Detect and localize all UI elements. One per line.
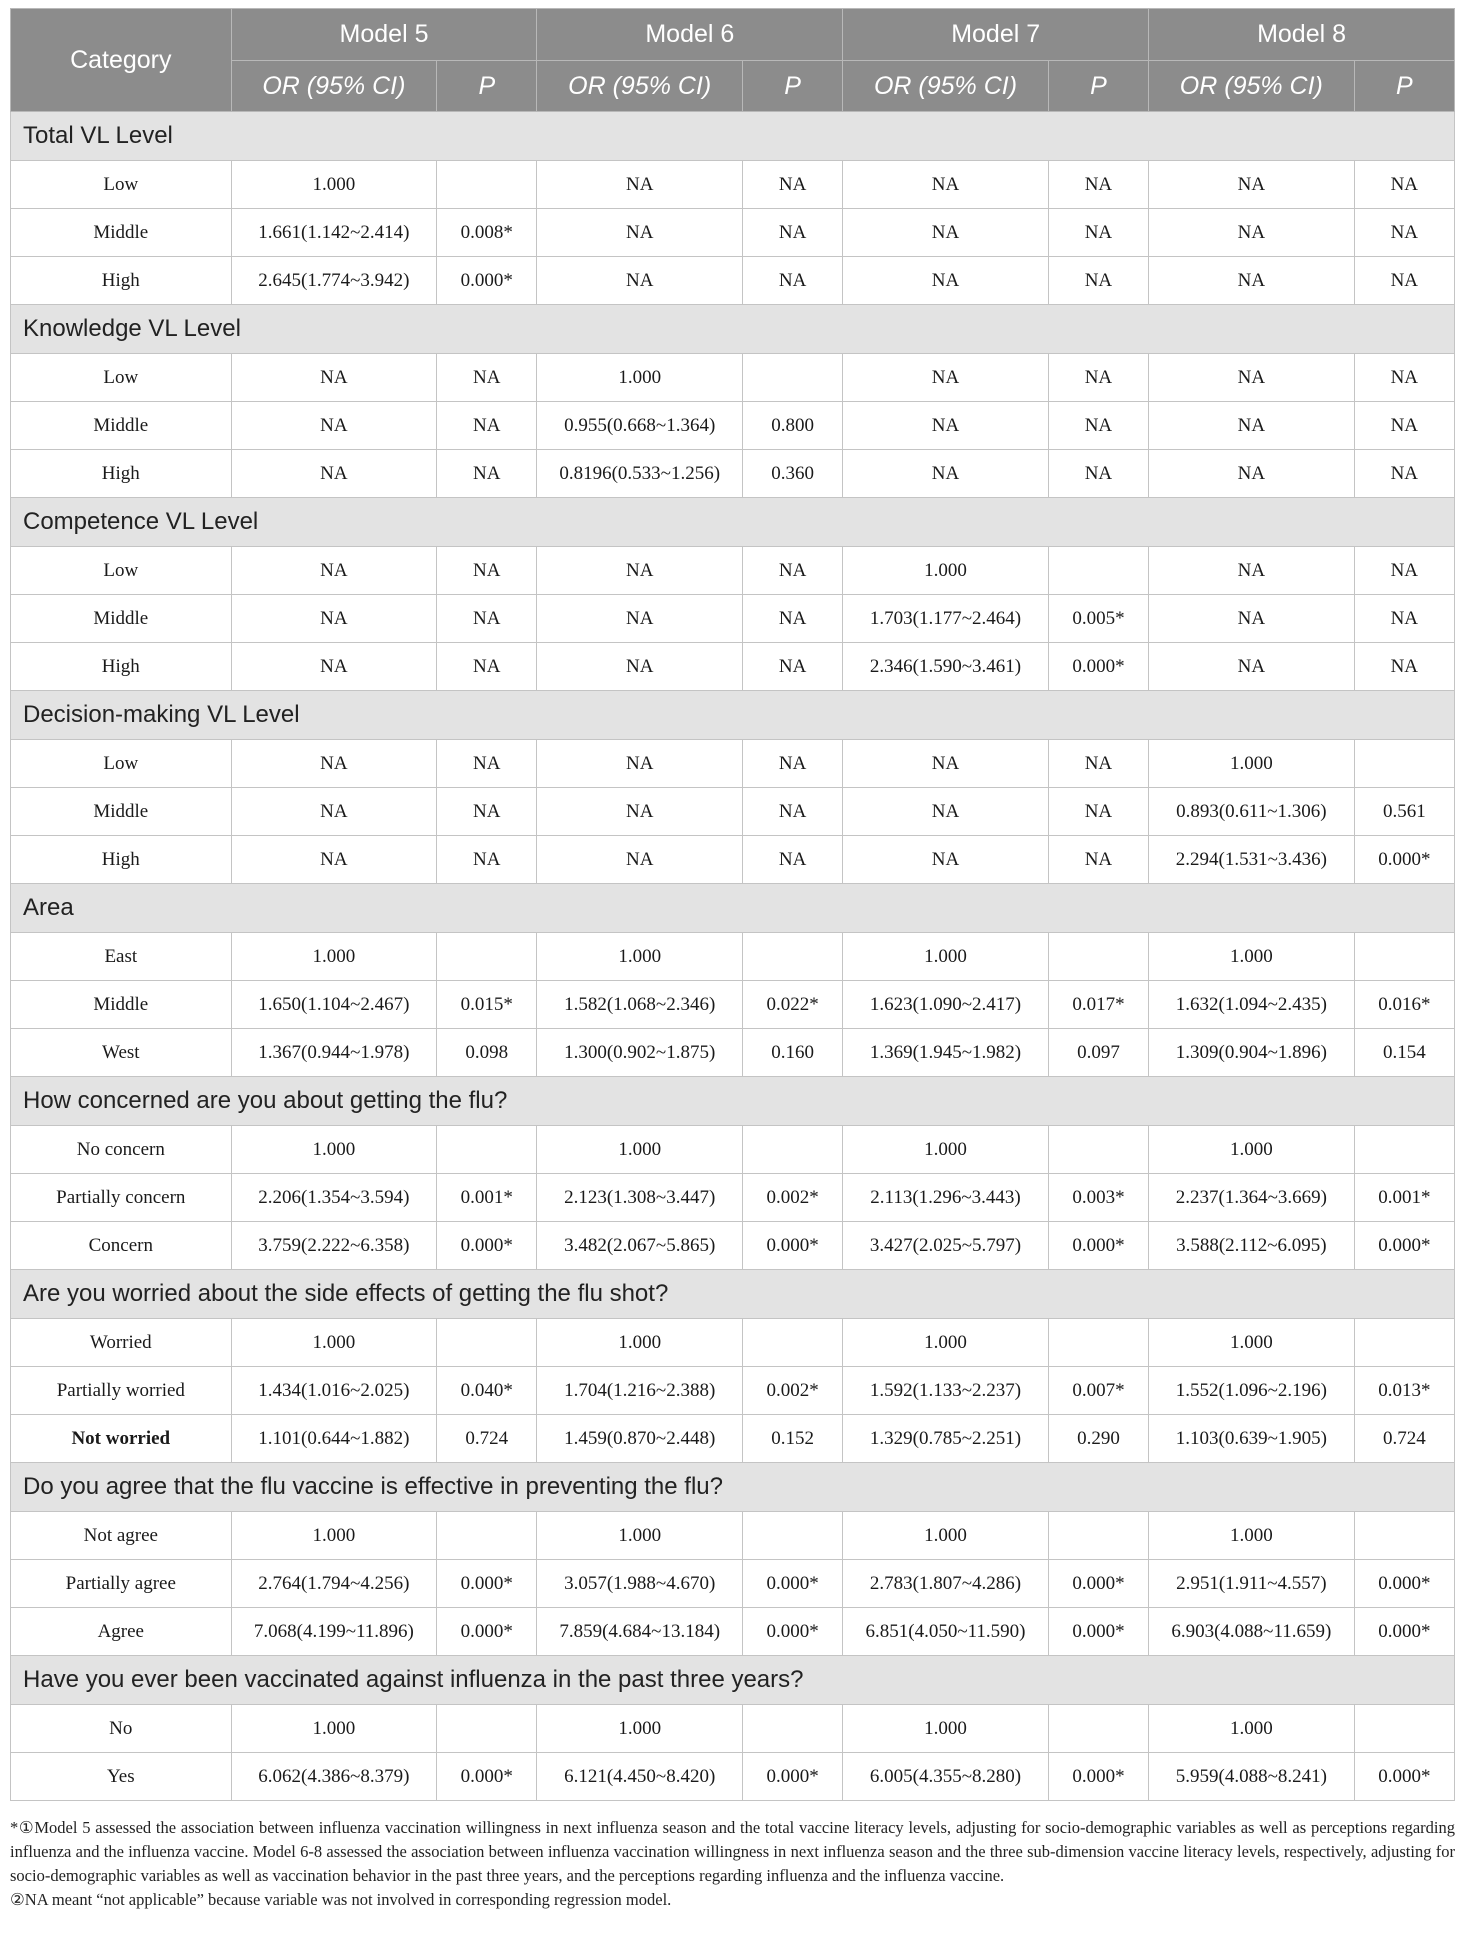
section-title: Have you ever been vaccinated against influenza in the past three years? — [11, 1656, 1455, 1705]
p-value-cell: NA — [1048, 450, 1148, 498]
results-table-container — [10, 8, 1455, 1801]
p-value-cell: 0.290 — [1048, 1415, 1148, 1463]
or-ci-cell: 1.000 — [537, 1512, 743, 1560]
or-ci-cell: 1.552(1.096~2.196) — [1149, 1367, 1355, 1415]
p-value-cell — [1048, 1512, 1148, 1560]
or-ci-cell: NA — [537, 595, 743, 643]
row-label: Partially concern — [11, 1174, 232, 1222]
row-label: Middle — [11, 788, 232, 836]
p-header: P — [1048, 61, 1148, 112]
p-value-cell: 0.000* — [1048, 1560, 1148, 1608]
or-ci-cell: 1.000 — [231, 1126, 437, 1174]
section-row — [11, 1463, 1455, 1512]
or-ci-cell: 2.346(1.590~3.461) — [843, 643, 1049, 691]
table-row — [11, 1126, 1455, 1174]
row-label: Partially agree — [11, 1560, 232, 1608]
model-8-header: Model 8 — [1149, 9, 1455, 61]
row-label: High — [11, 836, 232, 884]
or-ci-cell: 2.294(1.531~3.436) — [1149, 836, 1355, 884]
p-value-cell: 0.160 — [742, 1029, 842, 1077]
p-value-cell: 0.000* — [742, 1222, 842, 1270]
p-value-cell: 0.013* — [1354, 1367, 1454, 1415]
or-ci-cell: 7.068(4.199~11.896) — [231, 1608, 437, 1656]
or-ci-cell: NA — [231, 740, 437, 788]
footnote-1: *①Model 5 assessed the association between influenza vaccination willingness in next influenza season and the total vaccine literacy levels, adjusting for socio-demographic variables as well as perceptions regarding influenza and the influenza vaccine. Model 6-8 assessed the association between influenza vaccination willingness in next influenza season and the three sub-dimension vaccine literacy levels, respectively, adjusting for socio-demographic variables as well as vaccination behavior in the past three years, and the perceptions regarding influenza and the influenza vaccine. — [10, 1818, 1455, 1885]
table-row — [11, 1367, 1455, 1415]
p-value-cell: 0.154 — [1354, 1029, 1454, 1077]
or-ci-cell: NA — [537, 547, 743, 595]
section-title: Knowledge VL Level — [11, 305, 1455, 354]
p-value-cell: NA — [1354, 595, 1454, 643]
p-header: P — [742, 61, 842, 112]
row-label: Low — [11, 354, 232, 402]
p-value-cell: 0.000* — [437, 1753, 537, 1801]
table-row — [11, 1705, 1455, 1753]
p-value-cell: NA — [437, 450, 537, 498]
or-ci-cell: NA — [231, 547, 437, 595]
p-value-cell: 0.000* — [1048, 1222, 1148, 1270]
p-value-cell: 0.000* — [437, 1222, 537, 1270]
p-header: P — [1354, 61, 1454, 112]
p-value-cell: 0.724 — [1354, 1415, 1454, 1463]
section-row — [11, 1270, 1455, 1319]
or-ci-cell: NA — [231, 595, 437, 643]
row-label: Not worried — [11, 1415, 232, 1463]
or-ci-cell: NA — [843, 836, 1049, 884]
or-ci-cell: 1.000 — [537, 354, 743, 402]
section-row — [11, 884, 1455, 933]
or-ci-cell: NA — [1149, 161, 1355, 209]
p-value-cell: NA — [1048, 209, 1148, 257]
or-ci-cell: 1.592(1.133~2.237) — [843, 1367, 1049, 1415]
p-value-cell: 0.008* — [437, 209, 537, 257]
or-ci-cell: 1.000 — [231, 1512, 437, 1560]
p-value-cell — [742, 933, 842, 981]
table-row — [11, 788, 1455, 836]
p-value-cell: NA — [1354, 402, 1454, 450]
table-footnotes — [10, 1816, 1455, 1912]
p-value-cell — [1354, 1126, 1454, 1174]
or-ci-cell: 3.482(2.067~5.865) — [537, 1222, 743, 1270]
or-ci-cell: 1.000 — [1149, 1126, 1355, 1174]
section-title: Area — [11, 884, 1455, 933]
or-ci-cell: NA — [537, 257, 743, 305]
or-ci-cell: 1.000 — [231, 1705, 437, 1753]
or-ci-cell: 1.000 — [231, 161, 437, 209]
p-value-cell: NA — [437, 740, 537, 788]
table-row — [11, 1029, 1455, 1077]
or-ci-cell: NA — [537, 161, 743, 209]
or-ci-cell: 1.459(0.870~2.448) — [537, 1415, 743, 1463]
section-row — [11, 112, 1455, 161]
section-title: How concerned are you about getting the flu? — [11, 1077, 1455, 1126]
or-ci-cell: NA — [1149, 450, 1355, 498]
p-value-cell: NA — [437, 643, 537, 691]
table-row — [11, 981, 1455, 1029]
p-value-cell — [437, 1126, 537, 1174]
p-value-cell: NA — [1048, 402, 1148, 450]
or-ci-cell: 1.704(1.216~2.388) — [537, 1367, 743, 1415]
p-value-cell: NA — [1048, 161, 1148, 209]
p-value-cell: 0.000* — [1354, 1222, 1454, 1270]
or-ci-cell: 2.206(1.354~3.594) — [231, 1174, 437, 1222]
row-label: Partially worried — [11, 1367, 232, 1415]
or-ci-cell: 1.367(0.944~1.978) — [231, 1029, 437, 1077]
or-ci-cell: 2.237(1.364~3.669) — [1149, 1174, 1355, 1222]
or-ci-cell: NA — [231, 402, 437, 450]
or-ci-cell: 1.000 — [843, 1705, 1049, 1753]
or-ci-cell: 7.859(4.684~13.184) — [537, 1608, 743, 1656]
p-value-cell: 0.000* — [437, 257, 537, 305]
table-row — [11, 450, 1455, 498]
p-value-cell: 0.724 — [437, 1415, 537, 1463]
p-value-cell: NA — [437, 788, 537, 836]
or-ci-cell: NA — [537, 209, 743, 257]
or-ci-cell: 0.955(0.668~1.364) — [537, 402, 743, 450]
or-ci-cell: NA — [1149, 595, 1355, 643]
or-ci-cell: NA — [537, 836, 743, 884]
p-value-cell — [1354, 933, 1454, 981]
row-label: Middle — [11, 595, 232, 643]
or-ci-cell: 1.369(1.945~1.982) — [843, 1029, 1049, 1077]
table-row — [11, 1753, 1455, 1801]
p-value-cell — [742, 1705, 842, 1753]
or-ci-cell: NA — [843, 354, 1049, 402]
p-value-cell: 0.022* — [742, 981, 842, 1029]
or-ci-cell: 1.000 — [1149, 740, 1355, 788]
p-value-cell: 0.360 — [742, 450, 842, 498]
or-ci-cell: NA — [537, 643, 743, 691]
or-ci-cell: 6.851(4.050~11.590) — [843, 1608, 1049, 1656]
p-value-cell: NA — [437, 402, 537, 450]
or-ci-cell: 2.645(1.774~3.942) — [231, 257, 437, 305]
or-ci-header: OR (95% CI) — [537, 61, 743, 112]
table-row — [11, 161, 1455, 209]
table-row — [11, 1415, 1455, 1463]
or-ci-cell: 1.000 — [843, 547, 1049, 595]
or-ci-cell: 0.8196(0.533~1.256) — [537, 450, 743, 498]
or-ci-cell: NA — [231, 643, 437, 691]
p-value-cell: NA — [1354, 209, 1454, 257]
p-value-cell — [1354, 1705, 1454, 1753]
or-ci-cell: NA — [231, 836, 437, 884]
or-ci-cell: 1.632(1.094~2.435) — [1149, 981, 1355, 1029]
row-label: Low — [11, 740, 232, 788]
p-value-cell: NA — [437, 836, 537, 884]
row-label: Low — [11, 161, 232, 209]
or-ci-cell: 2.783(1.807~4.286) — [843, 1560, 1049, 1608]
or-ci-cell: NA — [231, 450, 437, 498]
or-ci-cell: NA — [1149, 257, 1355, 305]
or-ci-cell: NA — [843, 161, 1049, 209]
p-value-cell — [437, 1319, 537, 1367]
or-ci-cell: NA — [843, 788, 1049, 836]
p-value-cell — [437, 1705, 537, 1753]
p-value-cell: 0.000* — [1048, 643, 1148, 691]
or-ci-cell: NA — [1149, 402, 1355, 450]
table-row — [11, 209, 1455, 257]
row-label: Worried — [11, 1319, 232, 1367]
category-header: Category — [11, 9, 232, 112]
or-ci-cell: 3.057(1.988~4.670) — [537, 1560, 743, 1608]
p-value-cell: NA — [1048, 740, 1148, 788]
table-row — [11, 1560, 1455, 1608]
or-ci-cell: 1.103(0.639~1.905) — [1149, 1415, 1355, 1463]
table-body — [11, 112, 1455, 1801]
table-row — [11, 1512, 1455, 1560]
or-ci-cell: NA — [231, 788, 437, 836]
or-ci-cell: NA — [231, 354, 437, 402]
or-ci-cell: NA — [1149, 547, 1355, 595]
row-label: East — [11, 933, 232, 981]
p-value-cell: 0.001* — [437, 1174, 537, 1222]
or-ci-cell: 2.113(1.296~3.443) — [843, 1174, 1049, 1222]
model-6-header: Model 6 — [537, 9, 843, 61]
section-row — [11, 305, 1455, 354]
or-ci-cell: 1.000 — [537, 933, 743, 981]
or-ci-cell: NA — [843, 257, 1049, 305]
or-ci-cell: 2.764(1.794~4.256) — [231, 1560, 437, 1608]
row-label: Concern — [11, 1222, 232, 1270]
section-title: Are you worried about the side effects of getting the flu shot? — [11, 1270, 1455, 1319]
row-label: Middle — [11, 209, 232, 257]
p-header: P — [437, 61, 537, 112]
p-value-cell: NA — [437, 547, 537, 595]
row-label: Low — [11, 547, 232, 595]
or-ci-cell: 3.588(2.112~6.095) — [1149, 1222, 1355, 1270]
p-value-cell: NA — [437, 354, 537, 402]
p-value-cell — [1354, 1319, 1454, 1367]
p-value-cell: 0.002* — [742, 1367, 842, 1415]
or-ci-cell: 3.759(2.222~6.358) — [231, 1222, 437, 1270]
or-ci-cell: 1.000 — [843, 1126, 1049, 1174]
or-ci-cell: 1.661(1.142~2.414) — [231, 209, 437, 257]
section-title: Competence VL Level — [11, 498, 1455, 547]
p-value-cell: NA — [742, 788, 842, 836]
table-row — [11, 1222, 1455, 1270]
table-row — [11, 595, 1455, 643]
p-value-cell: NA — [1354, 161, 1454, 209]
section-row — [11, 498, 1455, 547]
or-ci-cell: 1.000 — [843, 1319, 1049, 1367]
p-value-cell: NA — [1354, 354, 1454, 402]
model-7-header: Model 7 — [843, 9, 1149, 61]
section-title: Do you agree that the flu vaccine is effective in preventing the flu? — [11, 1463, 1455, 1512]
or-ci-cell: 1.000 — [1149, 933, 1355, 981]
table-row — [11, 740, 1455, 788]
p-value-cell: 0.002* — [742, 1174, 842, 1222]
p-value-cell: NA — [742, 643, 842, 691]
p-value-cell — [742, 1126, 842, 1174]
p-value-cell: 0.561 — [1354, 788, 1454, 836]
or-ci-cell: 1.000 — [1149, 1319, 1355, 1367]
or-ci-cell: 1.703(1.177~2.464) — [843, 595, 1049, 643]
or-ci-cell: 2.951(1.911~4.557) — [1149, 1560, 1355, 1608]
p-value-cell — [1048, 547, 1148, 595]
footnote-2: ②NA meant “not applicable” because variable was not involved in corresponding regression model. — [10, 1890, 672, 1909]
or-ci-cell: 1.000 — [843, 1512, 1049, 1560]
or-ci-cell: 6.121(4.450~8.420) — [537, 1753, 743, 1801]
p-value-cell — [1048, 933, 1148, 981]
p-value-cell — [437, 161, 537, 209]
or-ci-cell: NA — [537, 788, 743, 836]
or-ci-cell: 1.650(1.104~2.467) — [231, 981, 437, 1029]
p-value-cell: NA — [1048, 836, 1148, 884]
p-value-cell: NA — [1048, 257, 1148, 305]
or-ci-cell: 1.000 — [1149, 1512, 1355, 1560]
row-label: Yes — [11, 1753, 232, 1801]
p-value-cell: 0.001* — [1354, 1174, 1454, 1222]
or-ci-cell: NA — [1149, 354, 1355, 402]
p-value-cell — [742, 1512, 842, 1560]
p-value-cell: NA — [1354, 547, 1454, 595]
p-value-cell: NA — [1354, 450, 1454, 498]
p-value-cell: 0.152 — [742, 1415, 842, 1463]
p-value-cell — [1048, 1126, 1148, 1174]
row-label: High — [11, 643, 232, 691]
p-value-cell: 0.800 — [742, 402, 842, 450]
p-value-cell: 0.000* — [1354, 1560, 1454, 1608]
or-ci-cell: NA — [843, 402, 1049, 450]
or-ci-header: OR (95% CI) — [1149, 61, 1355, 112]
row-label: Agree — [11, 1608, 232, 1656]
table-row — [11, 257, 1455, 305]
row-label: Middle — [11, 981, 232, 1029]
or-ci-cell: 1.300(0.902~1.875) — [537, 1029, 743, 1077]
table-row — [11, 547, 1455, 595]
or-ci-cell: NA — [1149, 209, 1355, 257]
p-value-cell — [437, 1512, 537, 1560]
p-value-cell: NA — [742, 257, 842, 305]
or-ci-cell: 6.005(4.355~8.280) — [843, 1753, 1049, 1801]
or-ci-cell: 1.000 — [537, 1126, 743, 1174]
p-value-cell: NA — [1354, 643, 1454, 691]
or-ci-cell: 1.101(0.644~1.882) — [231, 1415, 437, 1463]
or-ci-cell: 1.000 — [537, 1319, 743, 1367]
p-value-cell: NA — [437, 595, 537, 643]
p-value-cell — [1354, 1512, 1454, 1560]
row-label: Not agree — [11, 1512, 232, 1560]
or-ci-cell: 0.893(0.611~1.306) — [1149, 788, 1355, 836]
section-row — [11, 1077, 1455, 1126]
p-value-cell — [742, 354, 842, 402]
table-row — [11, 354, 1455, 402]
or-ci-header: OR (95% CI) — [231, 61, 437, 112]
row-label: No concern — [11, 1126, 232, 1174]
or-ci-header: OR (95% CI) — [843, 61, 1049, 112]
or-ci-cell: NA — [843, 209, 1049, 257]
p-value-cell: 0.016* — [1354, 981, 1454, 1029]
p-value-cell — [1354, 740, 1454, 788]
section-title: Decision-making VL Level — [11, 691, 1455, 740]
or-ci-cell: NA — [843, 450, 1049, 498]
p-value-cell: NA — [1354, 257, 1454, 305]
p-value-cell: 0.000* — [742, 1560, 842, 1608]
p-value-cell: 0.000* — [437, 1608, 537, 1656]
p-value-cell: 0.000* — [1354, 836, 1454, 884]
p-value-cell: 0.000* — [1048, 1753, 1148, 1801]
p-value-cell: 0.000* — [742, 1753, 842, 1801]
p-value-cell: NA — [742, 836, 842, 884]
p-value-cell: 0.017* — [1048, 981, 1148, 1029]
p-value-cell: 0.000* — [1354, 1753, 1454, 1801]
p-value-cell: 0.097 — [1048, 1029, 1148, 1077]
or-ci-cell: 1.329(0.785~2.251) — [843, 1415, 1049, 1463]
p-value-cell: 0.000* — [1048, 1608, 1148, 1656]
or-ci-cell: 1.000 — [537, 1705, 743, 1753]
or-ci-cell: 2.123(1.308~3.447) — [537, 1174, 743, 1222]
p-value-cell: 0.000* — [437, 1560, 537, 1608]
p-value-cell: 0.003* — [1048, 1174, 1148, 1222]
p-value-cell: 0.040* — [437, 1367, 537, 1415]
row-label: Middle — [11, 402, 232, 450]
row-label: West — [11, 1029, 232, 1077]
regression-table — [10, 8, 1455, 1801]
row-label: High — [11, 450, 232, 498]
row-label: No — [11, 1705, 232, 1753]
or-ci-cell: 5.959(4.088~8.241) — [1149, 1753, 1355, 1801]
or-ci-cell: NA — [1149, 643, 1355, 691]
table-row — [11, 1174, 1455, 1222]
p-value-cell: NA — [742, 547, 842, 595]
p-value-cell: 0.015* — [437, 981, 537, 1029]
or-ci-cell: 1.309(0.904~1.896) — [1149, 1029, 1355, 1077]
table-header — [11, 9, 1455, 112]
section-row — [11, 691, 1455, 740]
p-value-cell: NA — [742, 209, 842, 257]
section-row — [11, 1656, 1455, 1705]
or-ci-cell: 1.582(1.068~2.346) — [537, 981, 743, 1029]
or-ci-cell: 1.434(1.016~2.025) — [231, 1367, 437, 1415]
or-ci-cell: 6.903(4.088~11.659) — [1149, 1608, 1355, 1656]
table-row — [11, 1319, 1455, 1367]
or-ci-cell: NA — [843, 740, 1049, 788]
p-value-cell — [1048, 1705, 1148, 1753]
or-ci-cell: 1.000 — [231, 1319, 437, 1367]
model-5-header: Model 5 — [231, 9, 537, 61]
p-value-cell: 0.098 — [437, 1029, 537, 1077]
or-ci-cell: 6.062(4.386~8.379) — [231, 1753, 437, 1801]
p-value-cell: NA — [742, 161, 842, 209]
p-value-cell: NA — [742, 595, 842, 643]
p-value-cell: 0.007* — [1048, 1367, 1148, 1415]
p-value-cell: 0.005* — [1048, 595, 1148, 643]
table-row — [11, 1608, 1455, 1656]
section-title: Total VL Level — [11, 112, 1455, 161]
p-value-cell — [437, 933, 537, 981]
or-ci-cell: NA — [537, 740, 743, 788]
or-ci-cell: 1.000 — [231, 933, 437, 981]
or-ci-cell: 1.000 — [843, 933, 1049, 981]
table-row — [11, 643, 1455, 691]
p-value-cell — [742, 1319, 842, 1367]
p-value-cell: NA — [742, 740, 842, 788]
p-value-cell: NA — [1048, 788, 1148, 836]
p-value-cell: 0.000* — [1354, 1608, 1454, 1656]
or-ci-cell: 3.427(2.025~5.797) — [843, 1222, 1049, 1270]
p-value-cell — [1048, 1319, 1148, 1367]
p-value-cell: NA — [1048, 354, 1148, 402]
table-row — [11, 933, 1455, 981]
or-ci-cell: 1.000 — [1149, 1705, 1355, 1753]
p-value-cell: 0.000* — [742, 1608, 842, 1656]
table-row — [11, 836, 1455, 884]
row-label: High — [11, 257, 232, 305]
or-ci-cell: 1.623(1.090~2.417) — [843, 981, 1049, 1029]
table-row — [11, 402, 1455, 450]
